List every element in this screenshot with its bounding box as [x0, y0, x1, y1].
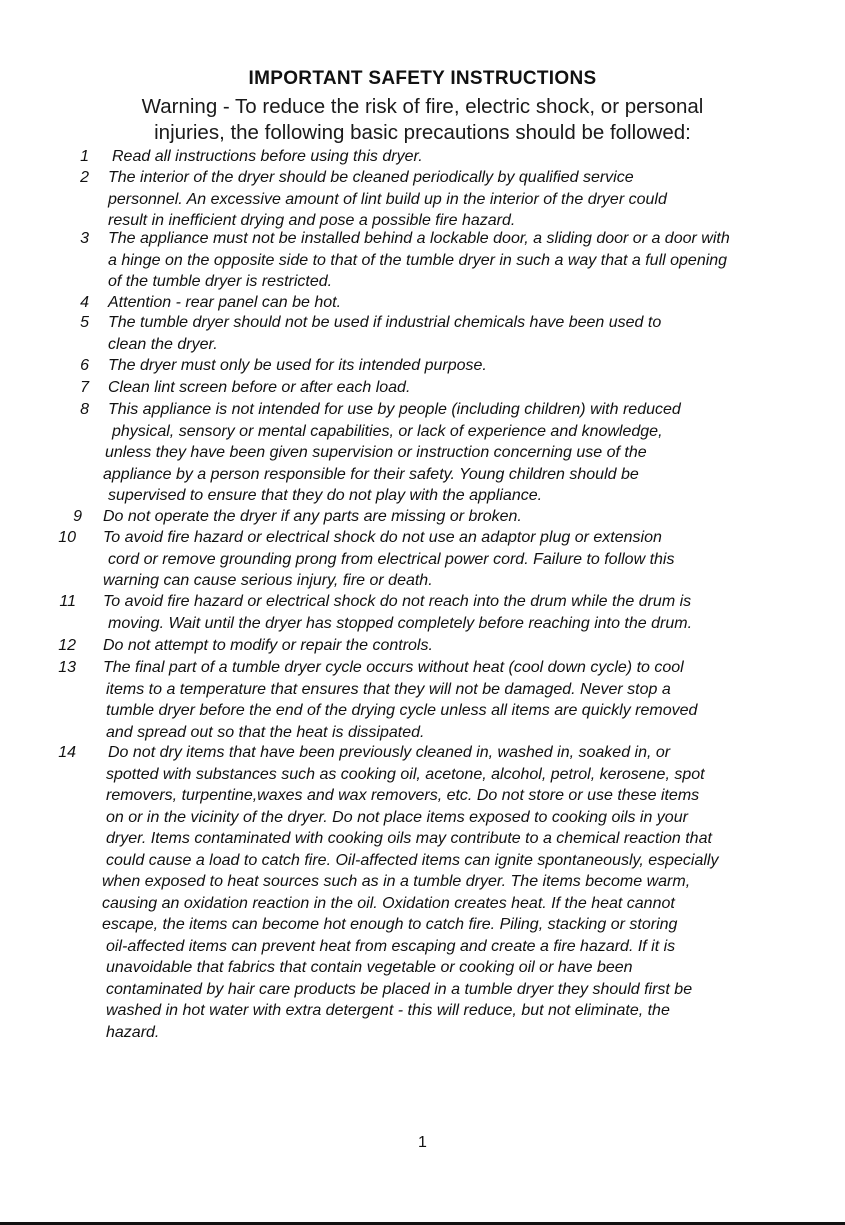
item-text-line: Do not dry items that have been previously cleaned in, washed in, soaked in, or [108, 744, 671, 761]
item-text-line: removers, turpentine,waxes and wax removers, etc. Do not store or use these items [106, 787, 700, 804]
item-text-line: appliance by a person responsible for their safety. Young children should be [103, 465, 639, 483]
item-text-line: spotted with substances such as cooking oil, acetone, alcohol, petrol, kerosene, spot [106, 765, 705, 783]
item-text-line: items to a temperature that ensures that they will not be damaged. Never stop a [106, 680, 671, 698]
item-text-line: unless they have been given supervision or instruction concerning use of the [105, 444, 647, 461]
page-number: 1 [418, 1134, 427, 1151]
item-text-line: contaminated by hair care products be placed in a tumble dryer they should first be [106, 980, 693, 998]
item-number: 8 [80, 401, 89, 418]
item-number: 3 [80, 230, 89, 247]
item-text-line: Clean lint screen before or after each load. [108, 379, 411, 396]
item-number: 12 [58, 637, 76, 654]
item-text-line: washed in hot water with extra detergent - this will reduce, but not eliminate, the [106, 1002, 670, 1019]
item-text-line: Read all instructions before using this dryer. [112, 148, 423, 165]
item-number: 14 [58, 744, 76, 761]
item-number: 9 [73, 508, 82, 525]
item-text-line: oil-affected items can prevent heat from escaping and create a fire hazard. If it is [106, 937, 676, 955]
item-number: 11 [59, 593, 76, 610]
item-text-line: clean the dryer. [108, 335, 218, 353]
warning-line-2: injuries, the following basic precautions should be followed: [154, 121, 691, 144]
warning-line-1: Warning - To reduce the risk of fire, electric shock, or personal [141, 95, 704, 118]
item-number: 13 [58, 659, 76, 676]
item-text-line: when exposed to heat sources such as in a tumble dryer. The items become warm, [102, 873, 691, 890]
item-text-line: could cause a load to catch fire. Oil-affected items can ignite spontaneously, especially [106, 851, 719, 869]
item-text-line: supervised to ensure that they do not play with the appliance. [108, 487, 543, 504]
item-text-line: warning can cause serious injury, fire or death. [103, 572, 433, 589]
item-text-line: The final part of a tumble dryer cycle occurs without heat (cool down cycle) to cool [103, 659, 684, 676]
item-text-line: Do not operate the dryer if any parts are missing or broken. [103, 508, 522, 525]
page-title: IMPORTANT SAFETY INSTRUCTIONS [248, 68, 597, 89]
item-text-line: cord or remove grounding prong from electrical power cord. Failure to follow this [108, 550, 675, 568]
item-number: 10 [58, 529, 76, 546]
item-text-line: and spread out so that the heat is dissipated. [106, 723, 425, 741]
item-text-line: result in inefficient drying and pose a possible fire hazard. [108, 212, 516, 229]
item-text-line: unavoidable that fabrics that contain vegetable or cooking oil or have been [106, 959, 633, 976]
item-number: 2 [80, 169, 89, 186]
item-text-line: The tumble dryer should not be used if industrial chemicals have been used to [108, 314, 662, 331]
item-text-line: moving. Wait until the dryer has stopped completely before reaching into the drum. [108, 614, 693, 632]
item-text-line: hazard. [106, 1023, 160, 1041]
item-text-line: tumble dryer before the end of the drying cycle unless all items are quickly removed [106, 702, 698, 719]
item-number: 1 [80, 148, 89, 165]
item-number: 4 [80, 294, 89, 311]
item-number: 5 [80, 314, 89, 331]
item-text-line: To avoid fire hazard or electrical shock do not reach into the drum while the drum is [103, 593, 692, 610]
item-text-line: The dryer must only be used for its intended purpose. [108, 357, 487, 374]
item-text-line: of the tumble dryer is restricted. [108, 273, 333, 290]
item-text-line: This appliance is not intended for use by people (including children) with reduced [108, 401, 681, 418]
item-text-line: dryer. Items contaminated with cooking oils may contribute to a chemical reaction that [106, 830, 712, 847]
item-text-line: personnel. An excessive amount of lint build up in the interior of the dryer could [108, 190, 667, 208]
item-text-line: Attention - rear panel can be hot. [108, 294, 342, 311]
warning-text [0, 94, 845, 146]
item-text-line: on or in the vicinity of the dryer. Do not place items exposed to cooking oils in your [106, 808, 688, 826]
item-text-line: Do not attempt to modify or repair the controls. [103, 637, 433, 654]
item-text-line: escape, the items can become hot enough to catch fire. Piling, stacking or storing [102, 916, 678, 933]
item-number: 7 [80, 379, 89, 396]
item-text-line: To avoid fire hazard or electrical shock do not use an adaptor plug or extension [103, 529, 662, 546]
item-text-line: physical, sensory or mental capabilities, or lack of experience and knowledge, [112, 422, 663, 440]
item-text-line: causing an oxidation reaction in the oil. Oxidation creates heat. If the heat cannot [102, 894, 675, 912]
item-text-line: The appliance must not be installed behind a lockable door, a sliding door or a door with [108, 230, 730, 247]
item-number: 6 [80, 357, 89, 374]
item-text-line: a hinge on the opposite side to that of the tumble dryer in such a way that a full opening [108, 251, 728, 269]
item-text-line: The interior of the dryer should be cleaned periodically by qualified service [108, 169, 634, 186]
